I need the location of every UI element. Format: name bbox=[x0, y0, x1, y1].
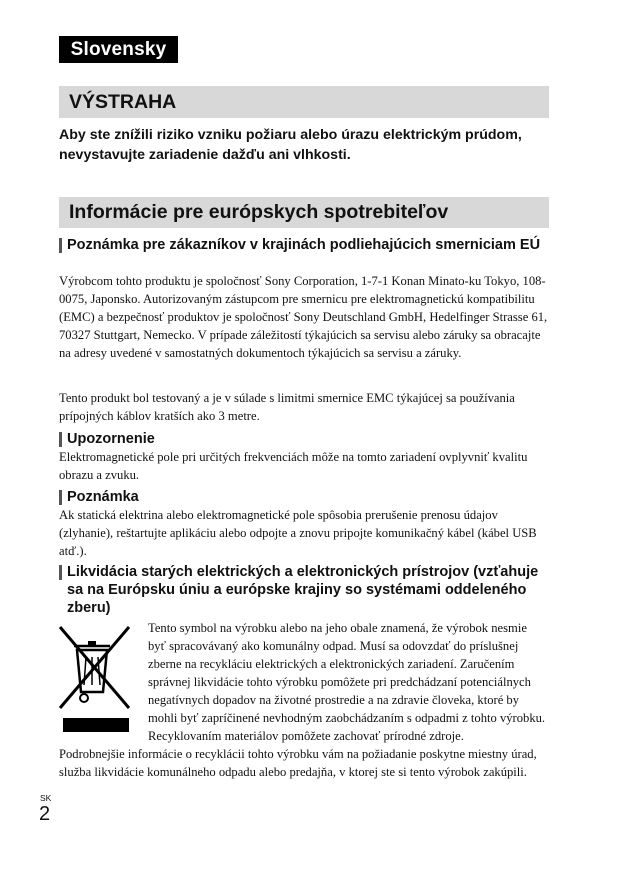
heading-note-customers: Poznámka pre zákazníkov v krajinách podliehajúcich smerniciam EÚ bbox=[59, 236, 549, 254]
text-emc-compliance: Tento produkt bol testovaný a je v súlade s limitmi smernice EMC týkajúcej sa používania prípojných káblov kratších ako 3 metre. bbox=[59, 391, 515, 423]
text-caution: Elektromagnetické pole pri určitých frekvenciách môže na tomto zariadení ovplyvniť kvalitu obrazu a zvuku. bbox=[59, 450, 528, 482]
page-language-code: SK bbox=[40, 793, 52, 803]
text-disposal: Tento symbol na výrobku alebo na jeho obale znamená, že výrobok nesmie byť spracovávaný ako komunálny odpad. Musí sa odovzdať do príslušnej zberne na recykláciu elektrických a elektronických zariadení. Zaručením správnej likvidácie tohto výrobku pomôžete pri predchádzaní potenciálnych negatívnych dopadov na životné prostredie a na zdravie človeka, ktoré by mohli byť zapríčinené nevhodným zaobchádzaním s odpadmi z tohto výrobku. Recyklovaním materiálov pomôžete zachovať prírodné zdroje. bbox=[148, 621, 546, 743]
heading-note: Poznámka bbox=[59, 488, 549, 506]
section-title-warning: VÝSTRAHA bbox=[59, 86, 549, 118]
warning-text: Aby ste znížili riziko vzniku požiaru alebo úrazu elektrickým prúdom, nevystavujte zariadenie dažďu ani vlhkosti. bbox=[59, 127, 522, 163]
text-note-customers: Výrobcom tohto produktu je spoločnosť Sony Corporation, 1-7-1 Konan Minato-ku Tokyo, 108-0075, Japonsko. Autorizovaným zástupcom pre smernicu pre elektromagnetickú kompatibilitu (EMC) a bezpečnosť produktov je spoločnosť Sony Deutschland GmbH, Hedelfinger Strasse 61, 70327 Stuttgart, Nemecko. V prípade záležitostí týkajúcich sa servisu alebo záruky sa obracajte na adresy uvedené v samostatných dokumentoch týkajúcich sa servisu a záruky. bbox=[59, 274, 548, 360]
language-tab: Slovensky bbox=[59, 36, 178, 63]
heading-disposal: Likvidácia starých elektrických a elektronických prístrojov (vzťahuje sa na Európsku úniu a európske krajiny so systémami oddeleného zberu) bbox=[59, 563, 549, 617]
crossed-out-wheelie-bin-icon bbox=[57, 624, 135, 734]
text-disposal-info: Podrobnejšie informácie o recyklácii tohto výrobku vám na požiadanie poskytne miestny úrad, služba likvidácie komunálneho odpadu alebo predajňa, v ktorej ste si tento výrobok zakúpili. bbox=[59, 747, 537, 779]
page-number: 2 bbox=[39, 803, 51, 825]
heading-caution: Upozornenie bbox=[59, 430, 549, 448]
section-title-eu-info: Informácie pre európskych spotrebiteľov bbox=[59, 197, 549, 228]
text-note: Ak statická elektrina alebo elektromagnetické pole spôsobia prerušenie prenosu údajov (zlyhanie), reštartujte aplikáciu alebo odpojte a znovu pripojte komunikačný kábel (kábel USB atď.). bbox=[59, 508, 537, 558]
